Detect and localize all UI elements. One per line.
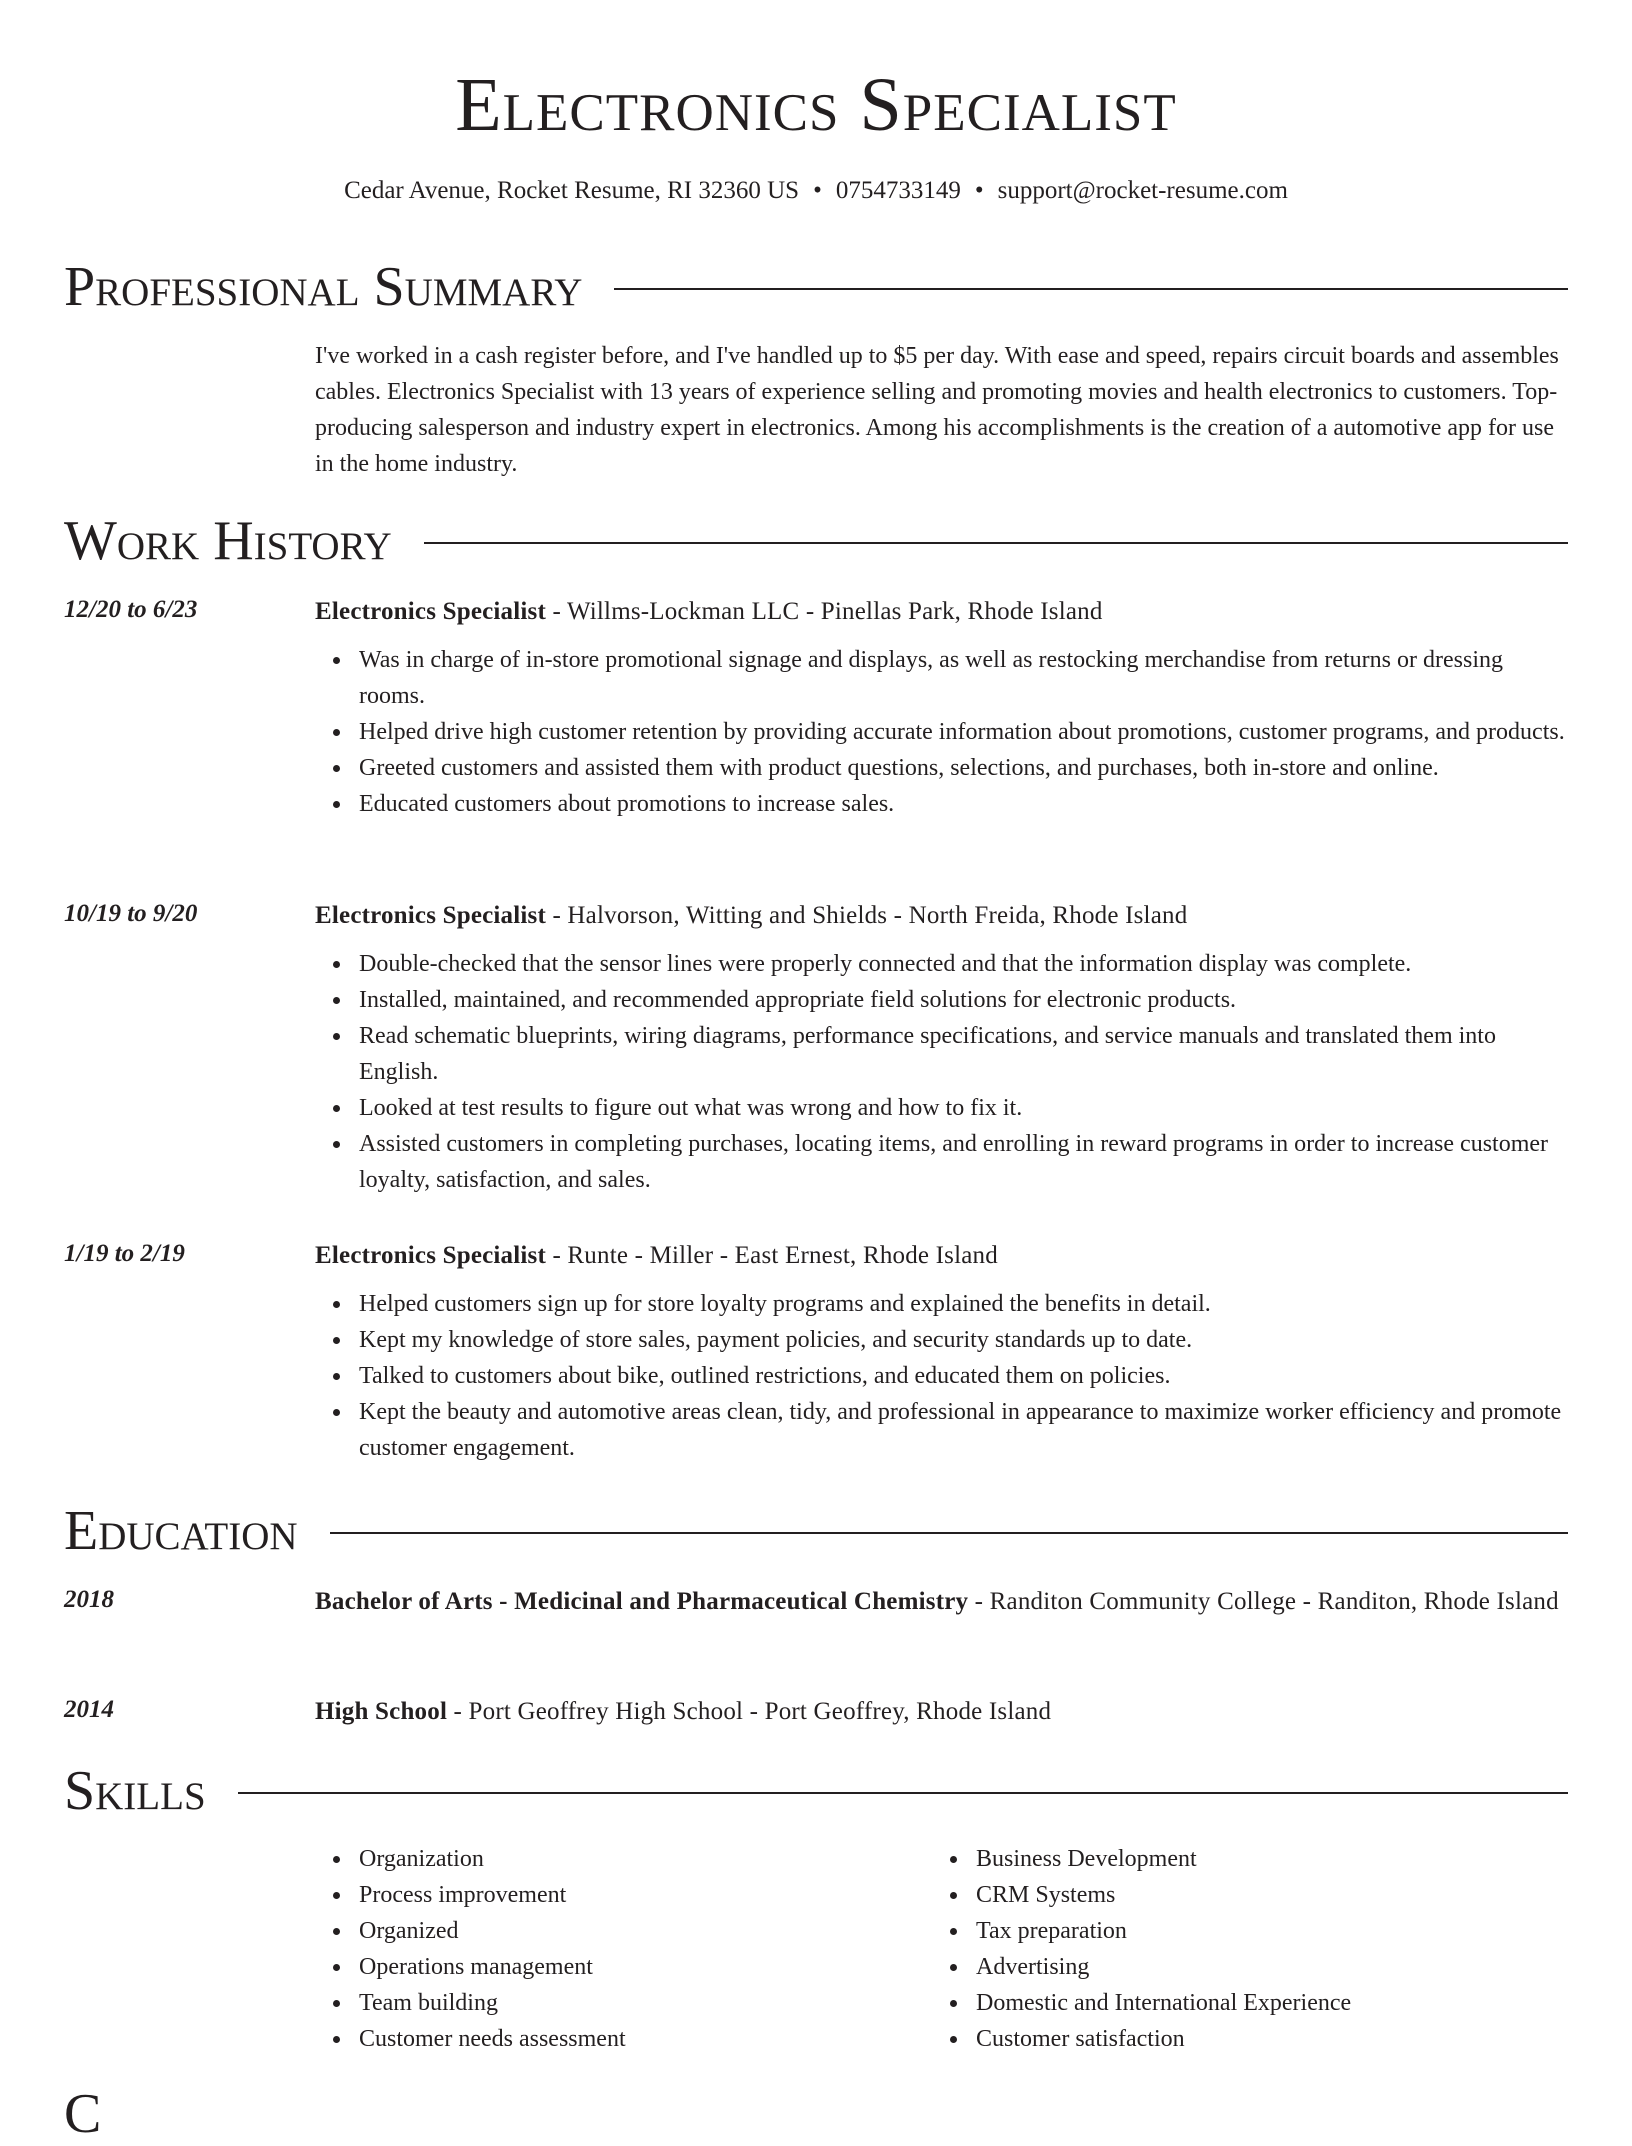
list-item: Read schematic blueprints, wiring diagrams, performance specifications, and service manuals and translated them into English. xyxy=(359,1018,1568,1090)
work-heading xyxy=(315,896,1568,936)
work-dates: 1/19 to 2/19 xyxy=(64,1240,185,1267)
work-dates: 12/20 to 6/23 xyxy=(64,596,198,623)
list-item: Helped drive high customer retention by providing accurate information about promotions, customer programs, and products. xyxy=(359,714,1568,750)
work-heading xyxy=(315,1236,1568,1276)
work-section-title: Work History xyxy=(64,510,392,572)
list-item: Educated customers about promotions to increase sales. xyxy=(359,786,1568,822)
education-section-title: Education xyxy=(64,1500,298,1562)
skill-item: Customer satisfaction xyxy=(976,2021,1549,2057)
education-heading xyxy=(315,1692,1568,1732)
summary-text: I've worked in a cash register before, and I've handled up to $5 per day. With ease and speed, repairs circuit boards and assembles cables. Electronics Specialist with 13 years of experience selling and promoting movies and health electronics to customers. Top-producing salesperson and industry expert in electronics. Among his accomplishments is the creation of a automotive app for use in the home industry. xyxy=(315,343,1559,477)
list-item: Helped customers sign up for store loyalty programs and explained the benefits in detail. xyxy=(359,1286,1568,1322)
list-item: Looked at test results to figure out what was wrong and how to fix it. xyxy=(359,1090,1568,1126)
contact-address: Cedar Avenue, Rocket Resume, RI 32360 US xyxy=(344,177,800,204)
contact-separator: • xyxy=(813,177,822,204)
skills-section-title: Skills xyxy=(64,1760,206,1822)
skills-list xyxy=(315,1841,1569,2057)
list-item: Kept my knowledge of store sales, payment policies, and security standards up to date. xyxy=(359,1322,1568,1358)
skills-column-right xyxy=(932,1841,1549,2057)
skill-item: Organization xyxy=(359,1841,932,1877)
list-item: Kept the beauty and automotive areas clean, tidy, and professional in appearance to maximize worker efficiency and promote customer engagement. xyxy=(359,1394,1568,1466)
work-bullets xyxy=(315,642,1568,822)
skill-item: Tax preparation xyxy=(976,1913,1549,1949)
skills-section-header xyxy=(64,1759,1568,1823)
work-entry-body xyxy=(315,896,1568,1198)
section-divider xyxy=(238,1792,1568,1794)
education-year: 2018 xyxy=(64,1586,114,1613)
work-entry-body xyxy=(315,1236,1568,1466)
job-details: - Willms-Lockman LLC - Pinellas Park, Rhode Island xyxy=(546,598,1103,625)
contact-phone: 0754733149 xyxy=(835,177,961,204)
work-dates: 10/19 to 9/20 xyxy=(64,900,198,927)
education-section-header xyxy=(64,1499,1568,1563)
work-entry-body xyxy=(315,592,1568,822)
degree-title: High School xyxy=(315,1698,448,1725)
list-item: Installed, maintained, and recommended appropriate field solutions for electronic products. xyxy=(359,982,1568,1018)
skills-column-left xyxy=(315,1841,932,2057)
skill-item: Team building xyxy=(359,1985,932,2021)
skill-item: Customer needs assessment xyxy=(359,2021,932,2057)
job-title: Electronics Specialist xyxy=(315,902,546,929)
job-title: Electronics Specialist xyxy=(315,1242,546,1269)
list-item: Greeted customers and assisted them with product questions, selections, and purchases, both in-store and online. xyxy=(359,750,1568,786)
work-section-header xyxy=(64,509,1568,573)
skill-item: CRM Systems xyxy=(976,1877,1549,1913)
list-item: Double-checked that the sensor lines were properly connected and that the information display was complete. xyxy=(359,946,1568,982)
section-divider xyxy=(424,542,1568,544)
list-item: Was in charge of in-store promotional signage and displays, as well as restocking merchandise from returns or dressing rooms. xyxy=(359,642,1568,714)
skill-item: Advertising xyxy=(976,1949,1549,1985)
school-details: - Randiton Community College - Randiton, Rhode Island xyxy=(968,1588,1559,1615)
education-entry-body xyxy=(315,1582,1568,1622)
skill-item: Organized xyxy=(359,1913,932,1949)
section-divider xyxy=(330,1532,1568,1534)
list-item: Assisted customers in completing purchases, locating items, and enrolling in reward programs in order to increase customer loyalty, satisfaction, and sales. xyxy=(359,1126,1568,1198)
skill-item: Business Development xyxy=(976,1841,1549,1877)
skill-item: Operations management xyxy=(359,1949,932,1985)
list-item: Talked to customers about bike, outlined restrictions, and educated them on policies. xyxy=(359,1358,1568,1394)
work-bullets xyxy=(315,1286,1568,1466)
resume-name: Electronics Specialist xyxy=(455,63,1177,147)
school-details: - Port Geoffrey High School - Port Geoffrey, Rhode Island xyxy=(447,1698,1052,1725)
work-heading xyxy=(315,592,1568,632)
summary-section-title: Professional Summary xyxy=(64,256,583,318)
degree-title: Bachelor of Arts - Medicinal and Pharmaceutical Chemistry xyxy=(315,1588,969,1615)
skill-item: Process improvement xyxy=(359,1877,932,1913)
contact-line xyxy=(0,175,1632,207)
job-details: - Runte - Miller - East Ernest, Rhode Island xyxy=(546,1242,998,1269)
job-details: - Halvorson, Witting and Shields - North Freida, Rhode Island xyxy=(546,902,1188,929)
next-section-title-partial: C xyxy=(64,2083,102,2145)
contact-email[interactable]: support@rocket-resume.com xyxy=(997,177,1288,204)
education-year: 2014 xyxy=(64,1696,114,1723)
skill-item: Domestic and International Experience xyxy=(976,1985,1549,2021)
job-title: Electronics Specialist xyxy=(315,598,546,625)
contact-separator: • xyxy=(974,177,984,204)
education-entry-body xyxy=(315,1692,1568,1732)
work-bullets xyxy=(315,946,1568,1198)
education-heading xyxy=(315,1582,1568,1622)
summary-section-header xyxy=(64,255,1568,319)
section-divider xyxy=(614,288,1568,290)
